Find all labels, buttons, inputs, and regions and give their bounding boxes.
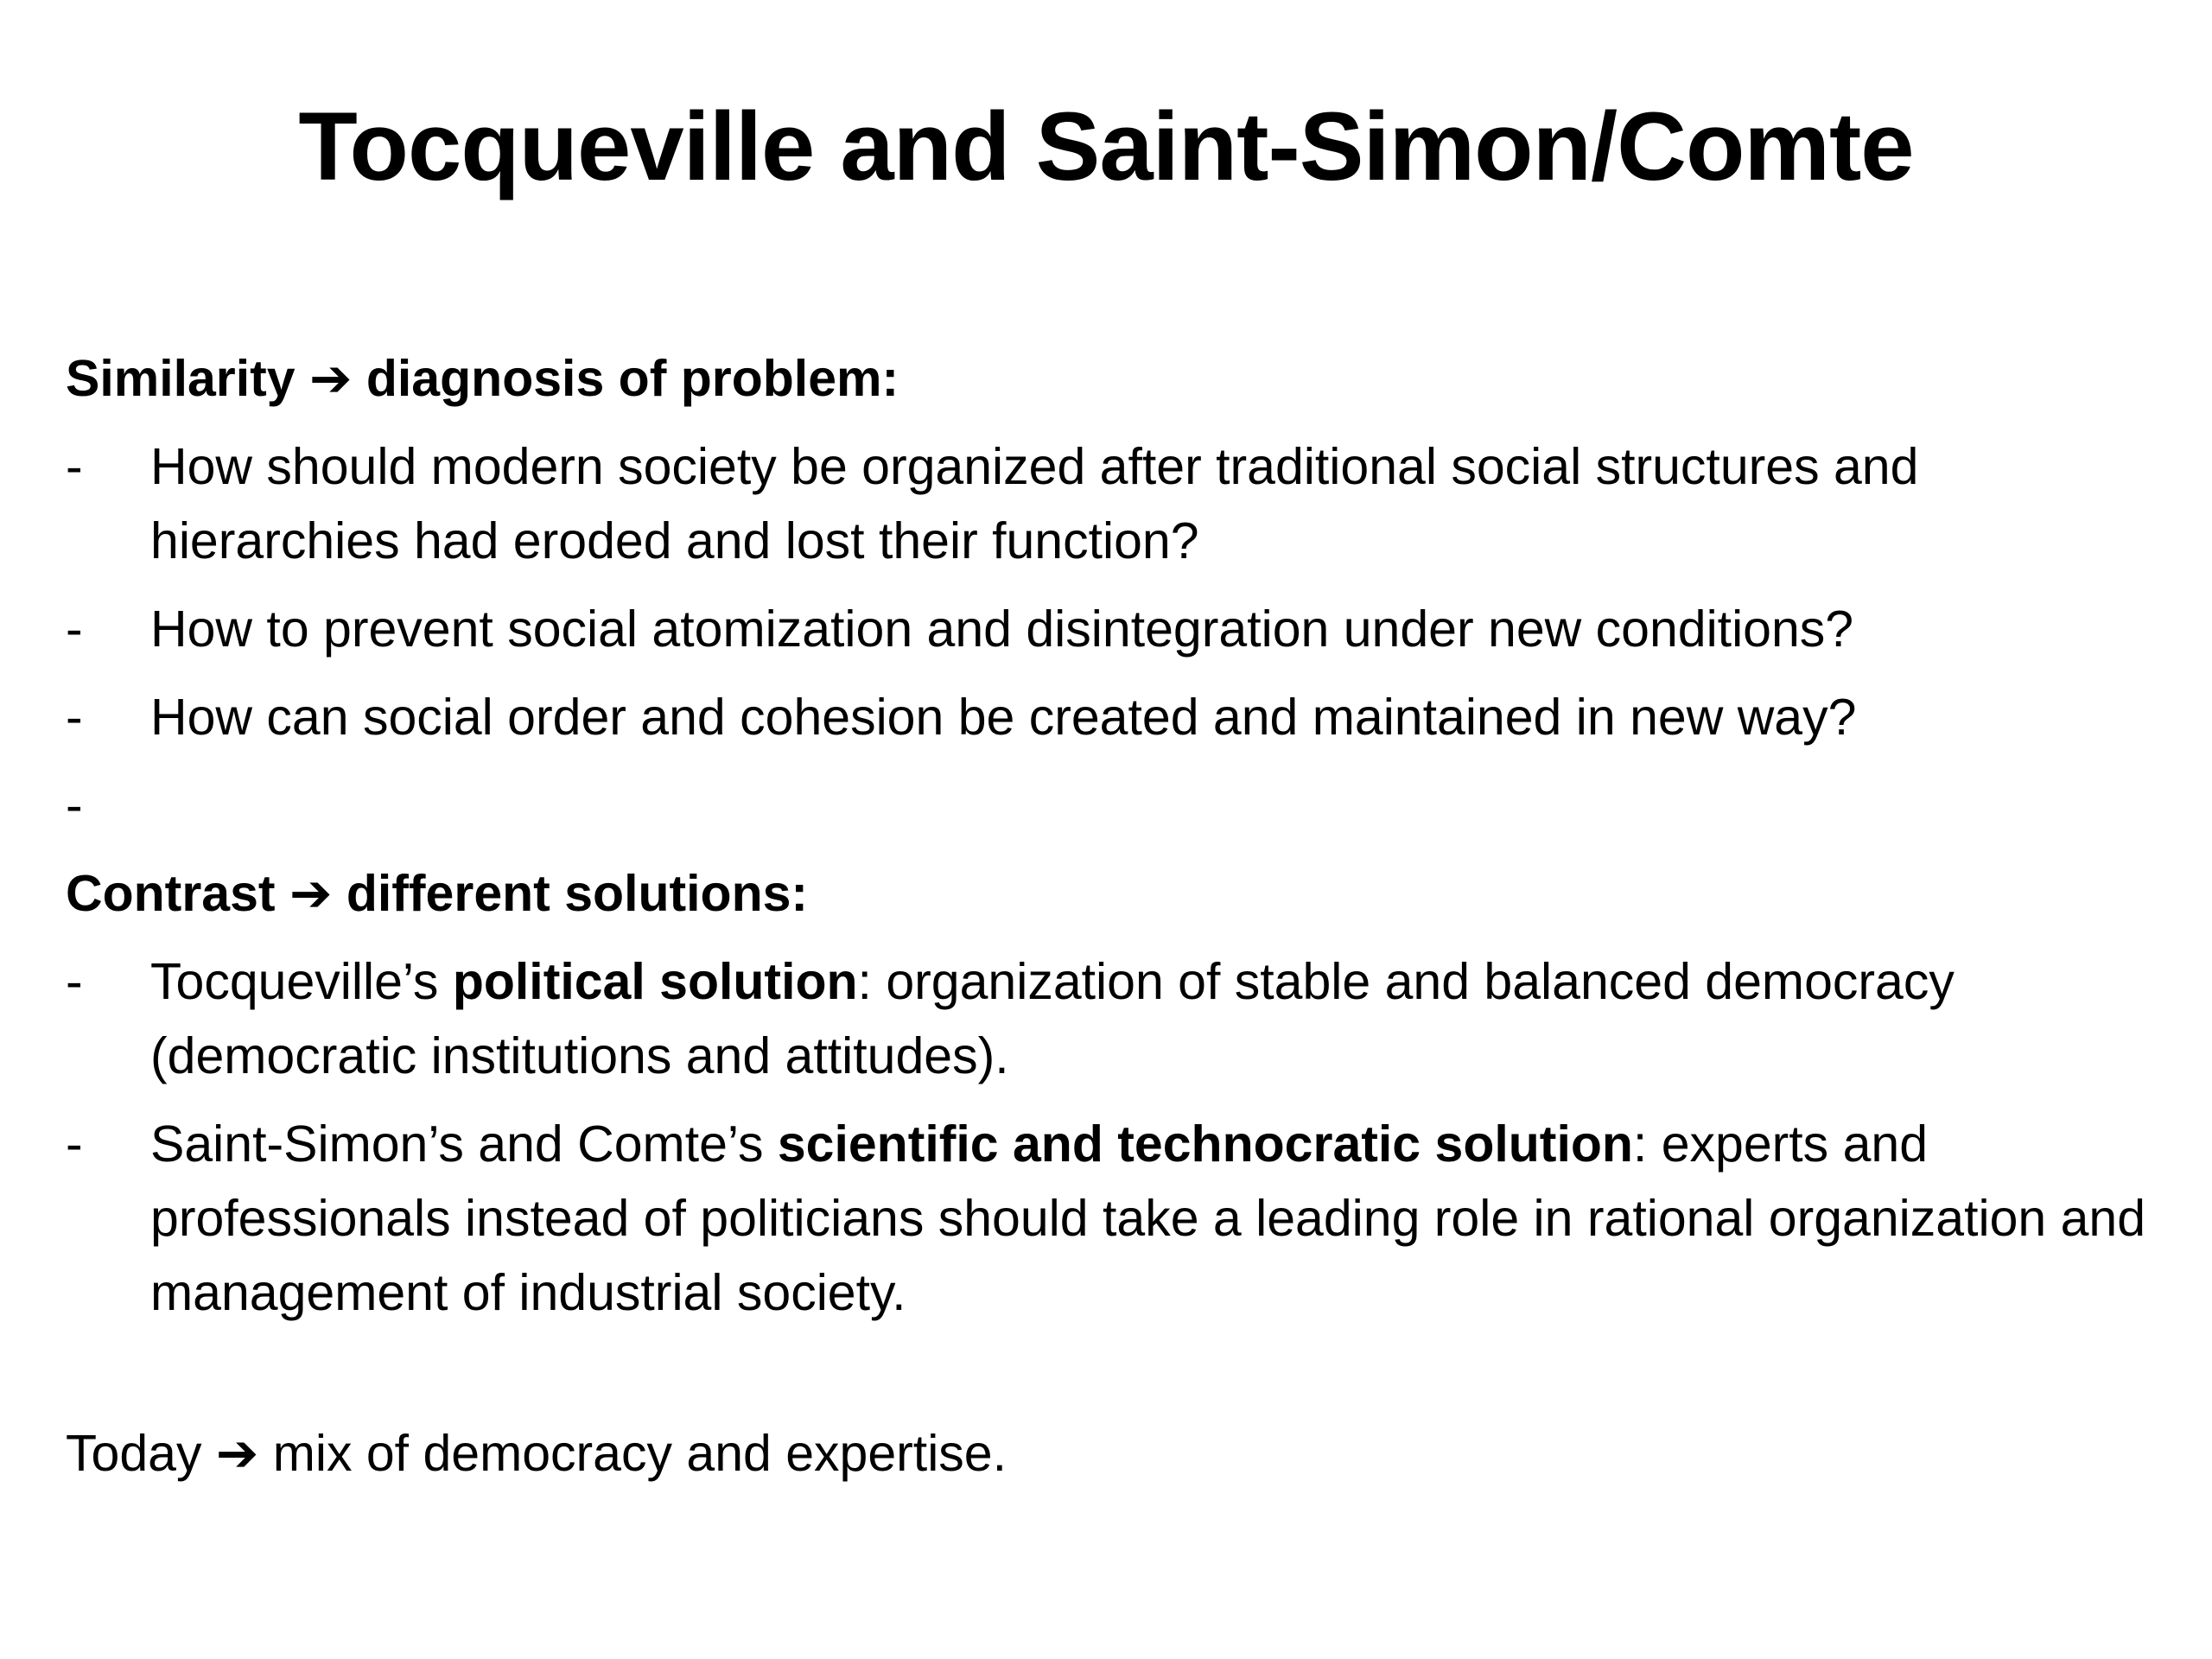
arrow-icon: ➔ — [215, 1425, 259, 1482]
similarity-item-text: How to prevent social atomization and disintegration under new conditions? — [150, 601, 1854, 658]
contrast-item-before: Saint-Simon’s and Comte’s — [150, 1116, 778, 1173]
contrast-label: Contrast — [66, 865, 276, 922]
similarity-item — [66, 680, 2157, 754]
slide-body — [66, 341, 2157, 1491]
bullet-dash: - — [66, 601, 83, 658]
empty-bullet-text — [150, 768, 2157, 842]
arrow-icon: ➔ — [309, 350, 353, 407]
contrast-item — [66, 944, 2157, 1093]
contrast-item-after: : organization of stable and balanced democracy (democratic institutions and attitudes). — [150, 953, 1955, 1084]
similarity-item-text: How can social order and cohesion be created and maintained in new way? — [150, 689, 1857, 746]
bullet-dash: - — [66, 438, 83, 495]
today-label: Today — [66, 1425, 202, 1482]
contrast-item-after: : experts and professionals instead of politicians should take a leading role in rational organization and management of industrial society. — [150, 1116, 2146, 1321]
contrast-item-bold: political solution — [452, 953, 858, 1010]
similarity-heading — [66, 341, 2157, 416]
similarity-item — [66, 429, 2157, 578]
contrast-heading-text: different solutions: — [346, 865, 809, 922]
contrast-heading — [66, 856, 2157, 931]
contrast-item-text — [150, 944, 2157, 1093]
bullet-dash: - — [66, 689, 83, 746]
bullet-dash: - — [66, 953, 83, 1010]
slide-title: Tocqueville and Saint-Simon/Comte — [298, 92, 1914, 200]
empty-bullet — [66, 768, 2157, 842]
similarity-item-text: How should modern society be organized after traditional social structures and hierarchies had eroded and lost their function? — [150, 438, 1919, 569]
similarity-label: Similarity — [66, 350, 296, 407]
similarity-item — [66, 592, 2157, 666]
similarity-heading-text: diagnosis of problem: — [365, 350, 899, 407]
bullet-dash: - — [66, 1116, 83, 1173]
contrast-item-text — [150, 1107, 2157, 1330]
arrow-icon: ➔ — [289, 865, 333, 922]
contrast-item — [66, 1107, 2157, 1330]
today-text: mix of democracy and expertise. — [272, 1425, 1007, 1482]
contrast-item-bold: scientific and technocratic solution — [777, 1116, 1633, 1173]
today-line — [66, 1416, 2157, 1491]
bullet-dash: - — [66, 777, 83, 834]
contrast-item-before: Tocqueville’s — [150, 953, 453, 1010]
